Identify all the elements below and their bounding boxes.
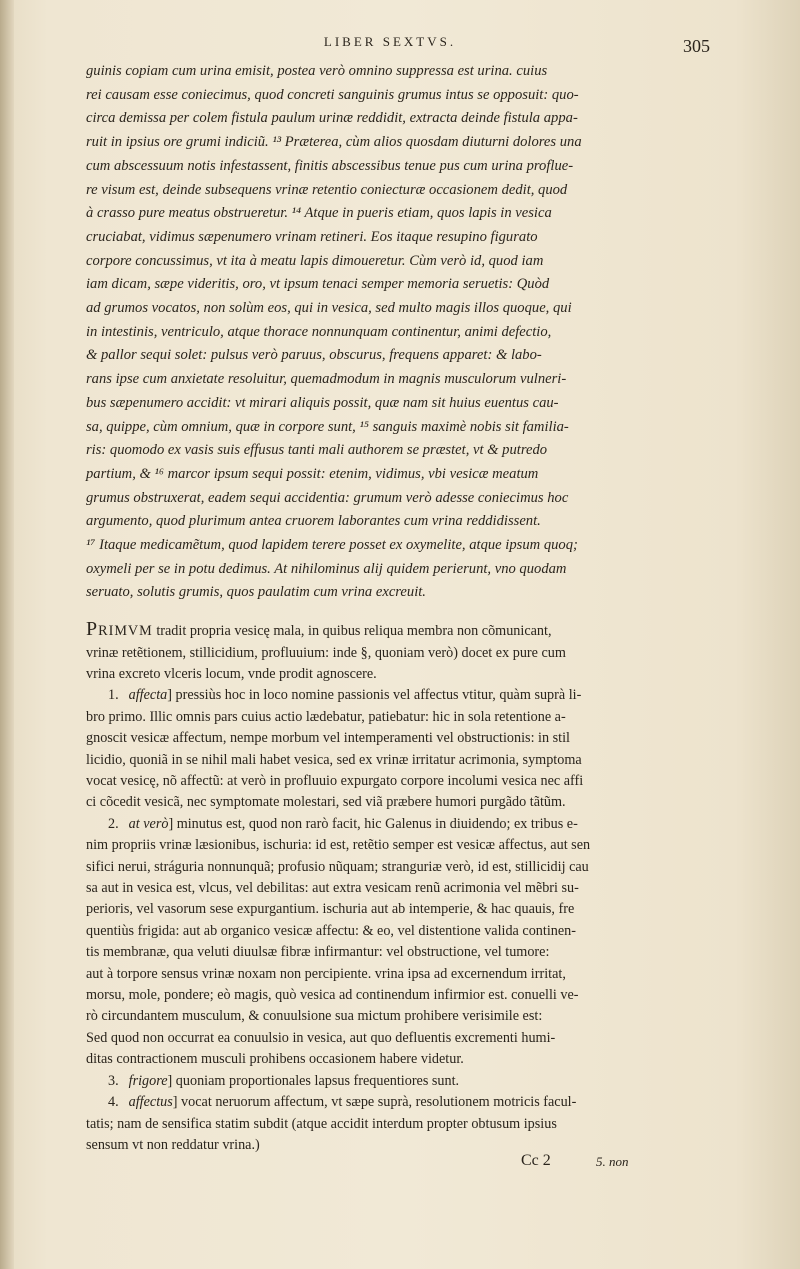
page-header xyxy=(70,32,710,54)
italic-line: ruit in ipsius ore grumi indiciũ. ¹³ Præterea, cùm alios quosdam diuturni dolores una xyxy=(86,134,582,151)
note-line xyxy=(86,1071,686,1092)
note-line xyxy=(86,707,686,728)
note-lemma: frigore xyxy=(128,1072,168,1089)
note-number: 2. xyxy=(108,815,119,832)
note-line xyxy=(86,857,686,878)
note-line xyxy=(86,921,686,942)
italic-line: iam dicam, sæpe videritis, oro, vt ipsum tenaci semper memoria seruetis: Quòd xyxy=(86,276,550,293)
note-number: 3. xyxy=(108,1072,119,1089)
commentary xyxy=(86,619,686,1156)
note-line xyxy=(86,1049,686,1070)
intro-line: vrina excreto vlceris locum, vnde prodit agnoscere. xyxy=(86,665,377,682)
note-line xyxy=(86,771,686,792)
note-text: rò circundantem musculum, & conuulsione sua mictum prohibere verisimile est: xyxy=(86,1008,543,1025)
page-number: 305 xyxy=(683,36,710,56)
note-text: Sed quod non occurrat ea conuulsio in vesica, aut quo defluentis excrementi humi- xyxy=(86,1029,556,1046)
note-lemma: affectus xyxy=(128,1094,173,1111)
italic-line: circa demissa per colem fistula paulum urinæ reddidit, extracta deinde fistula appa- xyxy=(86,110,578,127)
note-text: nim propriis vrinæ læsionibus, ischuria: id est, retẽtio semper est vesicæ affectus, aut sen xyxy=(86,837,591,854)
note-line xyxy=(86,835,686,856)
italic-line: oxymeli per se in potu dedimus. At nihilominus alij quidem perierunt, vno quodam xyxy=(86,560,567,577)
note-text: ] pressiùs hoc in loco nomine passionis vel affectus vtitur, quàm suprà li- xyxy=(167,687,582,704)
italic-line: partium, & ¹⁶ marcor ipsum sequi possit: etenim, vidimus, vbi vesicæ meatum xyxy=(86,465,539,482)
note-text: ditas contractionem musculi prohibens occasionem habere videtur. xyxy=(86,1051,464,1068)
italic-line: cruciabat, vidimus sæpenumero vrinam retineri. Eos itaque resupino figurato xyxy=(86,228,538,245)
note-line xyxy=(86,1092,686,1113)
italic-line: cum abscessuum notis infestassent, finitis abscessibus tenue pus cum urina proflue- xyxy=(86,157,574,174)
note-text: aut à torpore sensus vrinæ noxam non percipiente. vrina ipsa ad excernendum irritat, xyxy=(86,965,566,982)
note-number: 4. xyxy=(108,1094,119,1111)
note-line xyxy=(86,685,686,706)
note-text: sifici nerui, stráguria nonnunquã; profusio nũquam; stranguriæ verò, id est, stillicidij cau xyxy=(86,858,589,875)
italic-line: in intestinis, ventriculo, atque thorace nonnunquam continentur, animi defectio, xyxy=(86,323,552,340)
italic-line: ad grumos vocatos, non solùm eos, qui in vesica, sed multo magis illos quoque, qui xyxy=(86,300,572,317)
italic-main-text xyxy=(86,60,686,605)
note-lemma: at verò xyxy=(128,815,169,832)
italic-line: argumento, quod plurimum antea cruorem laborantes cum vrina reddidissent. xyxy=(86,513,541,530)
italic-line: bus sæpenumero accidit: vt mirari aliquis possit, quæ nam sit huius euentus cau- xyxy=(86,394,559,411)
note-text: bro primo. Illic omnis pars cuius actio lædebatur, patiebatur: hic in sola retentione a- xyxy=(86,708,566,725)
italic-line: grumus obstruxerat, eadem sequi accidentia: grumum verò adesse coniecimus hoc xyxy=(86,489,569,506)
drop-initial: P xyxy=(86,618,99,641)
note-lemma: affecta xyxy=(128,687,168,704)
note-line xyxy=(86,899,686,920)
signature-mark: Cc 2 xyxy=(521,1152,551,1169)
note-line xyxy=(86,750,686,771)
italic-line: guinis copiam cum urina emisit, postea verò omnino suppressa est urina. cuius xyxy=(86,63,548,79)
intro-line: vrinæ retẽtionem, stillicidium, profluuium: inde §, quoniam verò) docet ex pure cum xyxy=(86,644,566,661)
note-text: ] quoniam proportionales lapsus frequentiores sunt. xyxy=(167,1072,460,1089)
note-text: sa aut in vesica est, vlcus, vel debilitas: aut extra vesicam renũ acrimonia vel mẽbri su- xyxy=(86,880,579,897)
italic-line: corpore concussimus, vt ita à meatu lapis dimoueretur. Cùm verò id, quod iam xyxy=(86,252,544,269)
note-line xyxy=(86,728,686,749)
note-text: sensum vt non reddatur vrina.) xyxy=(86,1136,260,1153)
note-text: perioris, vel vasorum sese expurgantium. ischuria aut ab intemperie, & hac quauis, fre xyxy=(86,901,575,918)
italic-line: re visum est, deinde subsequens vrinæ retentio coniecturæ occasionem dedit, quod xyxy=(86,181,568,198)
italic-line: sa, quippe, cùm omnium, quæ in corpore sunt, ¹⁵ sanguis maximè nobis sit familia- xyxy=(86,418,569,435)
italic-line: rei causam esse coniecimus, quod concreti sanguinis grumus intus se opposuit: quo- xyxy=(86,86,579,103)
note-line xyxy=(86,964,686,985)
note-text: tatis; nam de sensifica statim subdit (atque accidit interdum propter obtusum ipsius xyxy=(86,1115,557,1132)
note-line xyxy=(86,1006,686,1027)
italic-line: seruato, solutis grumis, quos paulatim cum vrina excreuit. xyxy=(86,584,426,601)
note-text: licidio, quoniã in se nihil mali habet vesica, sed ex vrinæ irritatur acrimonia, symptoma xyxy=(86,751,582,768)
page-body xyxy=(86,60,686,1156)
running-head: LIBER SEXTVS. xyxy=(323,34,457,49)
intro-line: tradit propria vesicę mala, in quibus reliqua membra non cõmunicant, xyxy=(152,623,552,640)
italic-line: rans ipse cum anxietate resoluitur, quemadmodum in magnis musculorum vulneri- xyxy=(86,371,567,388)
note-line xyxy=(86,985,686,1006)
page-footer xyxy=(86,1152,686,1176)
note-line xyxy=(86,1028,686,1049)
page-binding-shadow xyxy=(0,0,14,1269)
note-line xyxy=(86,942,686,963)
italic-line: ris: quomodo ex vasis suis effusus tanti mali authorem se præstet, vt & putredo xyxy=(86,442,548,459)
note-line xyxy=(86,1114,686,1135)
note-text: ] vocat neruorum affectum, vt sæpe suprà, resolutionem motricis facul- xyxy=(172,1094,577,1111)
note-line xyxy=(86,878,686,899)
italic-line: à crasso pure meatus obstrueretur. ¹⁴ Atque in pueris etiam, quos lapis in vesica xyxy=(86,205,552,222)
note-text: morsu, mole, pondere; eò magis, quò vesica ad continendum infirmior est. conuelli ve- xyxy=(86,987,579,1004)
italic-line: & pallor sequi solet: pulsus verò paruus, obscurus, frequens apparet: & labo- xyxy=(86,347,542,364)
italic-line: ¹⁷ Itaque medicamẽtum, quod lapidem terere posset ex oxymelite, atque ipsum quoq; xyxy=(86,537,578,554)
commentary-intro xyxy=(86,619,686,685)
note-text: gnoscit vesicæ affectum, nempe morbum vel intemperamenti vel obstructionis: in stil xyxy=(86,730,570,747)
note-line xyxy=(86,792,686,813)
note-number: 1. xyxy=(108,687,119,704)
commentary-notes xyxy=(86,685,686,1156)
note-line xyxy=(86,814,686,835)
note-text: ] minutus est, quod non rarò facit, hic Galenus in diuidendo; ex tribus e- xyxy=(168,815,578,832)
note-text: quentiùs frigida: aut ab organico vesicæ affectu: & eo, vel distentione valida continen- xyxy=(86,922,576,939)
note-text: ci cõcedit vesicã, nec symptomate molestari, sed viã præbere humori purgãdo tãtũm. xyxy=(86,794,566,811)
small-caps-word: RIMVM xyxy=(98,623,153,640)
note-text: tis membranæ, qua veluti diuulsæ fibræ infirmantur: vel obstructione, vel tumore: xyxy=(86,944,550,961)
note-text: vocat vesicę, nõ affectũ: at verò in profluuio expurgato corpore incolumi vesica nec affi xyxy=(86,773,584,790)
catchword: 5. non xyxy=(596,1154,629,1169)
